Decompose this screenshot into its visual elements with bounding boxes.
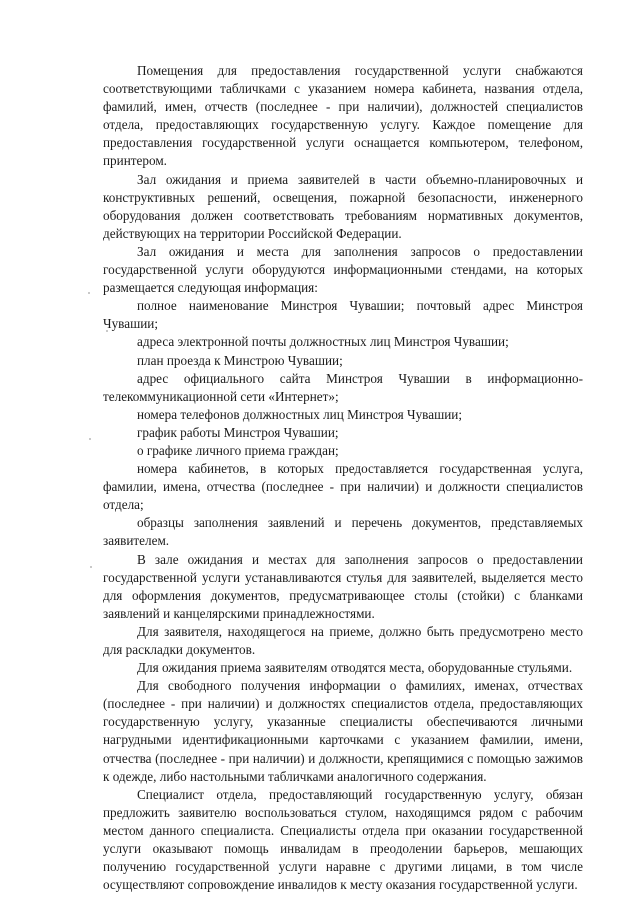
- info-list-item: график работы Минстроя Чувашии;: [137, 424, 339, 440]
- scan-speck: [90, 566, 92, 568]
- info-list-item: план проезда к Минстрою Чувашии;: [137, 352, 343, 368]
- info-list-item: образцы заполнения заявлений и перечень документов, представляемых заявителем.: [103, 515, 583, 549]
- scan-speck: [88, 292, 90, 294]
- paragraph: Зал ожидания и места для заполнения запросов о предоставлении государственной услуги оборудуются информационными стендами, на которых размещается следующая информация:: [103, 243, 583, 296]
- paragraph: Для ожидания приема заявителям отводятся места, оборудованные стульями.: [137, 660, 573, 676]
- info-list-item: о графике личного приема граждан;: [137, 442, 339, 458]
- info-list-item: адреса электронной почты должностных лиц Минстроя Чувашии;: [137, 334, 509, 350]
- paragraph: Для заявителя, находящегося на приеме, должно быть предусмотрено место для раскладки документов.: [103, 623, 583, 657]
- paragraph: В зале ожидания и местах для заполнения запросов о предоставлении государственной услуги устанавливаются стулья для заявителей, выделяется место для оформления документов, предусматривающее столы (стойки) с бланками заявлений и канцелярскими принадлежностями.: [103, 551, 583, 621]
- paragraph: Специалист отдела, предоставляющий государственную услугу, обязан предложить заявителю воспользоваться стулом, находящимся рядом с рабочим местом данного специалиста. Специалисты отдела при оказании государственной услуги оказывают помощь инвалидам в преодолении барьеров, мешающих получению государственной услуги наравне с другими лицами, в том числе осуществляют сопровождение инвалидов к месту оказания государственной услуги.: [103, 786, 583, 893]
- paragraph: Зал ожидания и приема заявителей в части объемно-планировочных и конструктивных решений, освещения, пожарной безопасности, инженерного оборудования должен соответствовать требованиям нормативных документов, действующих на территории Российской Федерации.: [103, 171, 583, 241]
- info-list-item: номера кабинетов, в которых предоставляется государственная услуга, фамилии, имена, отчества (последнее - при наличии) и должности специалистов отдела;: [103, 461, 583, 513]
- scan-speck: [89, 438, 91, 440]
- paragraph: Помещения для предоставления государственной услуги снабжаются соответствующими табличками с указанием номера кабинета, названия отдела, фамилий, имен, отчеств (последнее - при наличии), должностей специалистов отдела, предоставляющих государственную услугу. Каждое помещение для предоставления государственной услуги оснащается компьютером, телефоном, принтером.: [103, 63, 583, 169]
- info-list-item: адрес официального сайта Минстроя Чувашии в информационно-телекоммуникационной сети «Интернет»;: [103, 370, 583, 404]
- paragraph: Для свободного получения информации о фамилиях, именах, отчествах (последнее - при наличии) и должностях специалистов отдела, предоставляющих государственную услугу, указанные специалисты обеспечиваются личными нагрудными идентификационными карточками с указанием фамилии, имени, отчества (последнее - при наличии) и должности, крепящимися с помощью зажимов к одежде, либо настольными табличками аналогичного содержания.: [103, 678, 583, 784]
- info-list-item: номера телефонов должностных лиц Минстроя Чувашии;: [137, 406, 463, 422]
- info-list-item: полное наименование Минстроя Чувашии; почтовый адрес Минстроя Чувашии;: [103, 298, 583, 332]
- document-body: [103, 62, 583, 894]
